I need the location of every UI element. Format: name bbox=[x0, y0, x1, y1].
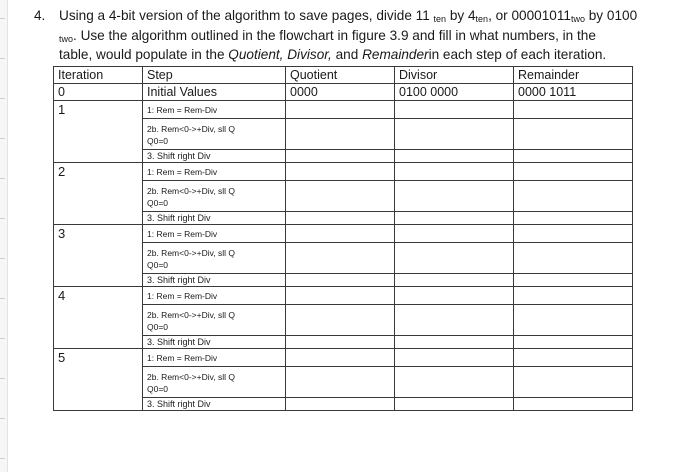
question-text-segment: . Use the algorithm outlined in the flowchart in figure 3.9 and fill in what numbers, in the bbox=[73, 27, 596, 43]
step-restore-shift bbox=[143, 181, 286, 212]
initial-divisor: 0100 0000 bbox=[395, 84, 514, 101]
divisor-cell[interactable] bbox=[395, 305, 514, 336]
step-shift-divisor: 3. Shift right Div bbox=[143, 150, 286, 163]
remainder-cell[interactable] bbox=[514, 181, 633, 212]
remainder-cell[interactable] bbox=[514, 212, 633, 225]
step-restore-line: 2b. Rem<0->+Div, sll Q bbox=[147, 186, 235, 196]
margin-tick bbox=[0, 258, 5, 259]
iteration-number: 3 bbox=[54, 225, 143, 287]
question-text-segment: and bbox=[335, 47, 359, 63]
question-text-segment: by 0100 bbox=[588, 8, 638, 23]
question-text-segment: table, would populate in the bbox=[59, 47, 225, 63]
table-row bbox=[54, 101, 633, 119]
header-quotient: Quotient bbox=[286, 67, 395, 84]
header-remainder: Remainder bbox=[514, 67, 633, 84]
base-subscript: ten bbox=[433, 14, 447, 24]
step-subtract: 1: Rem = Rem-Div bbox=[143, 287, 286, 305]
step-q0-line: Q0=0 bbox=[147, 198, 169, 208]
question-number: 4. bbox=[34, 8, 46, 23]
divisor-cell[interactable] bbox=[395, 243, 514, 274]
divisor-cell[interactable] bbox=[395, 398, 514, 411]
remainder-cell[interactable] bbox=[514, 119, 633, 150]
divisor-cell[interactable] bbox=[395, 274, 514, 287]
quotient-cell[interactable] bbox=[286, 163, 395, 181]
step-restore-shift bbox=[143, 367, 286, 398]
base-subscript: two bbox=[59, 33, 74, 44]
quotient-cell[interactable] bbox=[286, 349, 395, 367]
quotient-cell[interactable] bbox=[286, 150, 395, 163]
step-subtract: 1: Rem = Rem-Div bbox=[143, 225, 286, 243]
remainder-cell[interactable] bbox=[514, 274, 633, 287]
remainder-cell[interactable] bbox=[514, 367, 633, 398]
step-subtract: 1: Rem = Rem-Div bbox=[143, 349, 286, 367]
quotient-cell[interactable] bbox=[286, 243, 395, 274]
table-row bbox=[54, 349, 633, 367]
question-text-segment: Using a 4-bit version of the algorithm to save pages, divide 11 bbox=[59, 8, 430, 23]
divisor-cell[interactable] bbox=[395, 101, 514, 119]
quotient-cell[interactable] bbox=[286, 305, 395, 336]
divisor-cell[interactable] bbox=[395, 163, 514, 181]
table-row bbox=[54, 225, 633, 243]
remainder-cell[interactable] bbox=[514, 305, 633, 336]
divisor-cell[interactable] bbox=[395, 367, 514, 398]
divisor-cell[interactable] bbox=[395, 150, 514, 163]
margin-tick bbox=[0, 298, 5, 299]
quotient-cell[interactable] bbox=[286, 287, 395, 305]
quotient-cell[interactable] bbox=[286, 119, 395, 150]
step-q0-line: Q0=0 bbox=[147, 384, 169, 394]
remainder-cell[interactable] bbox=[514, 349, 633, 367]
margin-tick bbox=[0, 418, 5, 419]
divisor-cell[interactable] bbox=[395, 119, 514, 150]
question-line-1 bbox=[59, 8, 684, 28]
quotient-cell[interactable] bbox=[286, 101, 395, 119]
initial-iteration: 0 bbox=[54, 84, 143, 101]
step-shift-divisor: 3. Shift right Div bbox=[143, 398, 286, 411]
step-restore-shift bbox=[143, 305, 286, 336]
step-restore-line: 2b. Rem<0->+Div, sll Q bbox=[147, 372, 235, 382]
margin-tick bbox=[0, 458, 5, 459]
margin-tick bbox=[0, 58, 5, 59]
header-iteration: Iteration bbox=[54, 67, 143, 84]
division-table bbox=[53, 66, 633, 411]
step-shift-divisor: 3. Shift right Div bbox=[143, 336, 286, 349]
divisor-cell[interactable] bbox=[395, 287, 514, 305]
remainder-cell[interactable] bbox=[514, 398, 633, 411]
step-shift-divisor: 3. Shift right Div bbox=[143, 274, 286, 287]
iteration-number: 2 bbox=[54, 163, 143, 225]
base-subscript: ten bbox=[475, 14, 489, 24]
iteration-number: 5 bbox=[54, 349, 143, 411]
question-text-segment: in each step of each iteration. bbox=[428, 47, 607, 63]
step-restore-line: 2b. Rem<0->+Div, sll Q bbox=[147, 310, 235, 320]
remainder-cell[interactable] bbox=[514, 336, 633, 349]
margin-tick bbox=[0, 18, 5, 19]
quotient-cell[interactable] bbox=[286, 181, 395, 212]
initial-values-row bbox=[54, 84, 633, 101]
iteration-number: 1 bbox=[54, 101, 143, 163]
divisor-cell[interactable] bbox=[395, 181, 514, 212]
header-divisor: Divisor bbox=[395, 67, 514, 84]
quotient-cell[interactable] bbox=[286, 225, 395, 243]
question-text-segment: by 4 bbox=[449, 8, 476, 23]
divisor-cell[interactable] bbox=[395, 212, 514, 225]
divisor-cell[interactable] bbox=[395, 336, 514, 349]
step-restore-shift bbox=[143, 243, 286, 274]
step-subtract: 1: Rem = Rem-Div bbox=[143, 101, 286, 119]
margin-tick bbox=[0, 178, 5, 179]
page-margin-strip bbox=[0, 0, 8, 472]
quotient-cell[interactable] bbox=[286, 336, 395, 349]
initial-quotient: 0000 bbox=[286, 84, 395, 101]
question-emphasis: Quotient, Divisor, bbox=[228, 47, 332, 63]
step-subtract: 1: Rem = Rem-Div bbox=[143, 163, 286, 181]
step-restore-line: 2b. Rem<0->+Div, sll Q bbox=[147, 124, 235, 134]
question-text bbox=[59, 8, 684, 63]
initial-step: Initial Values bbox=[143, 84, 286, 101]
header-step: Step bbox=[143, 67, 286, 84]
quotient-cell[interactable] bbox=[286, 212, 395, 225]
remainder-cell[interactable] bbox=[514, 163, 633, 181]
remainder-cell[interactable] bbox=[514, 150, 633, 163]
base-subscript: two bbox=[570, 14, 585, 24]
margin-tick bbox=[0, 138, 5, 139]
step-q0-line: Q0=0 bbox=[147, 136, 169, 146]
remainder-cell[interactable] bbox=[514, 225, 633, 243]
quotient-cell[interactable] bbox=[286, 398, 395, 411]
divisor-cell[interactable] bbox=[395, 349, 514, 367]
question-line-2 bbox=[59, 28, 684, 48]
remainder-cell[interactable] bbox=[514, 287, 633, 305]
question-emphasis: Remainder bbox=[362, 47, 429, 63]
initial-remainder: 0000 1011 bbox=[514, 84, 633, 101]
remainder-cell[interactable] bbox=[514, 243, 633, 274]
table-row bbox=[54, 163, 633, 181]
step-q0-line: Q0=0 bbox=[147, 322, 169, 332]
table-header-row bbox=[54, 67, 633, 84]
quotient-cell[interactable] bbox=[286, 274, 395, 287]
step-restore-shift bbox=[143, 119, 286, 150]
question-line-3 bbox=[59, 47, 684, 63]
step-restore-line: 2b. Rem<0->+Div, sll Q bbox=[147, 248, 235, 258]
margin-tick bbox=[0, 98, 5, 99]
table-row bbox=[54, 287, 633, 305]
margin-tick bbox=[0, 218, 5, 219]
quotient-cell[interactable] bbox=[286, 367, 395, 398]
margin-tick bbox=[0, 338, 5, 339]
remainder-cell[interactable] bbox=[514, 101, 633, 119]
question-text-segment: , or 00001011 bbox=[488, 8, 571, 23]
step-shift-divisor: 3. Shift right Div bbox=[143, 212, 286, 225]
margin-tick bbox=[0, 378, 5, 379]
iteration-number: 4 bbox=[54, 287, 143, 349]
step-q0-line: Q0=0 bbox=[147, 260, 169, 270]
divisor-cell[interactable] bbox=[395, 225, 514, 243]
